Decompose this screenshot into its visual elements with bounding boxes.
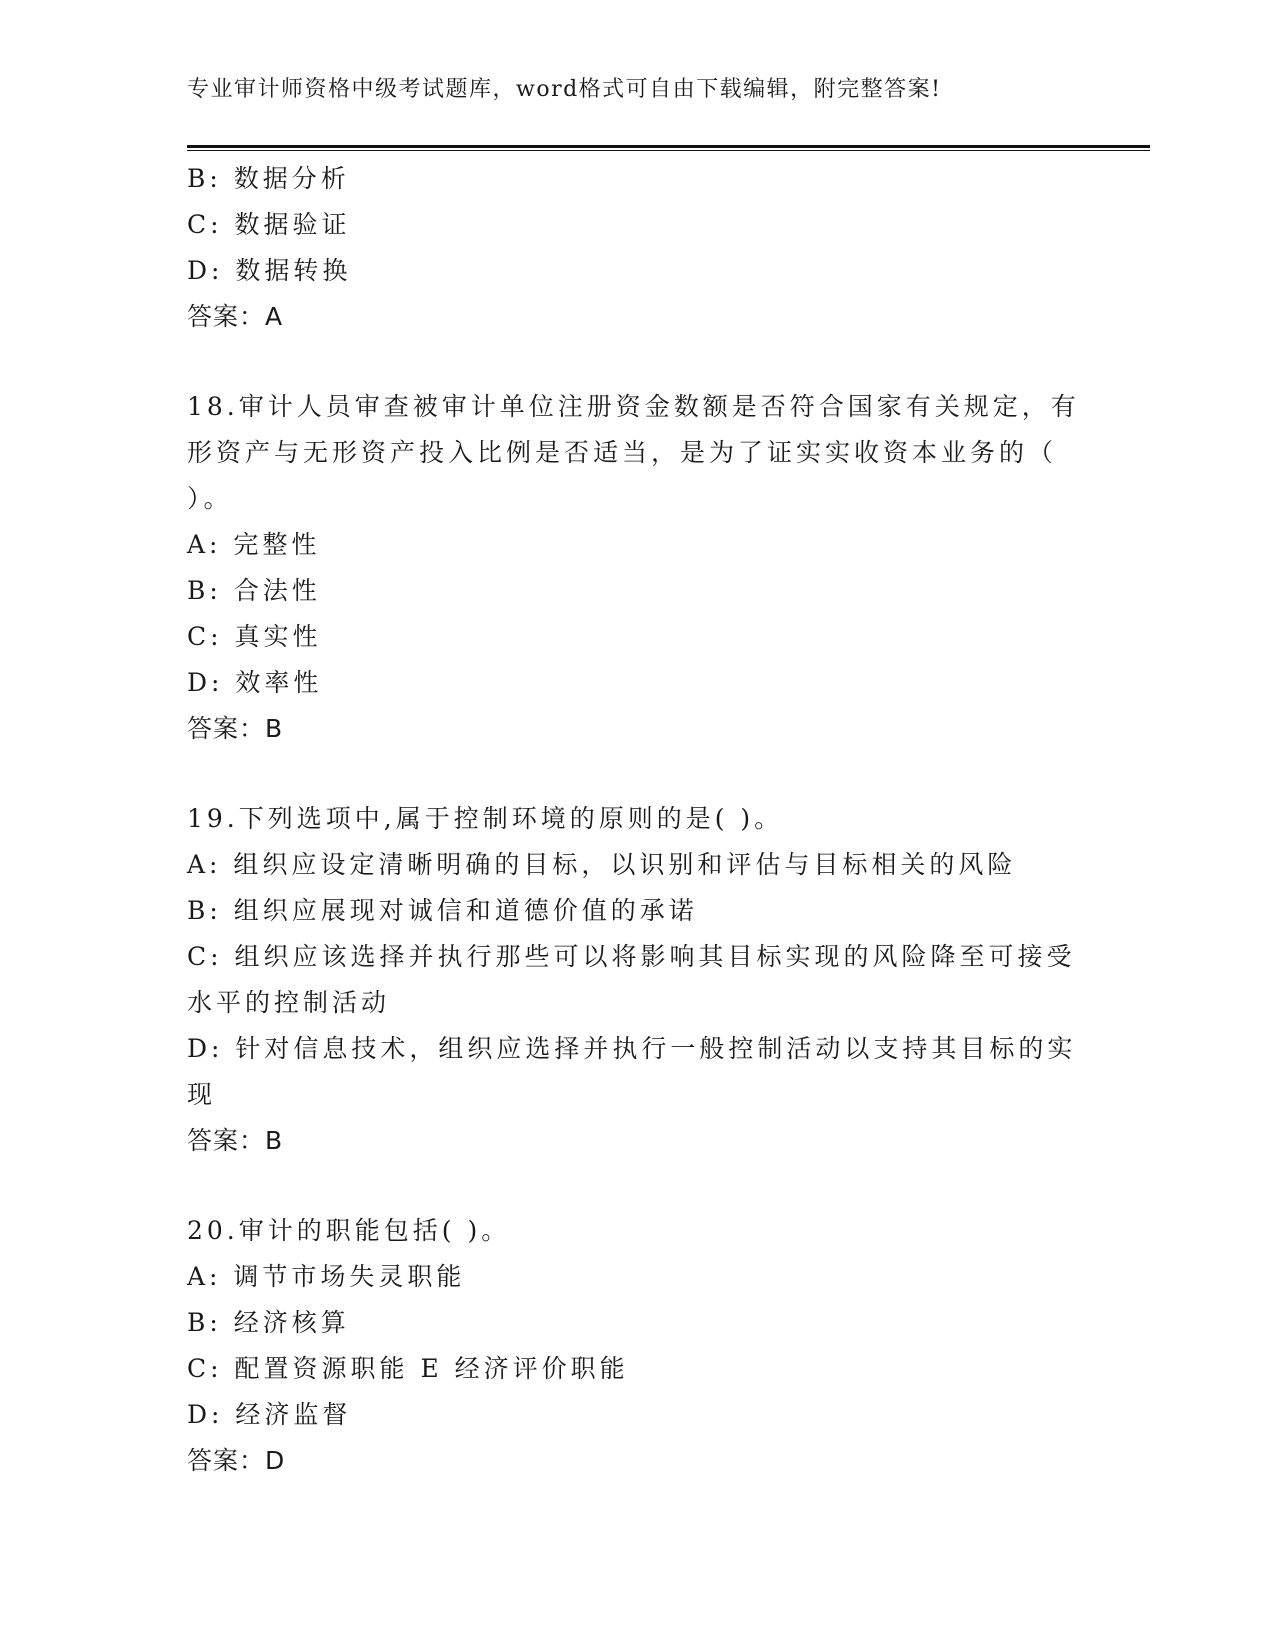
question-20 xyxy=(187,1208,1067,1484)
option-c: C: 组织应该选择并执行那些可以将影响其目标实现的风险降至可接受 xyxy=(187,942,1076,971)
option-c-continued: 水平的控制活动 xyxy=(187,988,391,1017)
question-stem: 形资产与无形资产投入比例是否适当，是为了证实实收资本业务的（ xyxy=(187,438,1058,467)
option-d: D: 针对信息技术，组织应选择并执行一般控制活动以支持其目标的实 xyxy=(187,1034,1077,1063)
option-d-continued: 现 xyxy=(187,1080,217,1109)
page-header: 专业审计师资格中级考试题库，word格式可自由下载编辑，附完整答案! xyxy=(187,77,942,102)
option-b: B: 合法性 xyxy=(187,576,321,605)
answer-label: 答案：B xyxy=(187,1126,284,1155)
option-d: D: 效率性 xyxy=(187,668,323,697)
option-a: A: 完整性 xyxy=(187,530,321,559)
option-b: B: 经济核算 xyxy=(187,1308,350,1337)
option-c: C: 配置资源职能 E 经济评价职能 xyxy=(187,1354,629,1383)
header-rule-thick xyxy=(187,145,1150,148)
question-17-tail xyxy=(187,156,1067,340)
option-b: B: 组织应展现对诚信和道德价值的承诺 xyxy=(187,896,698,925)
option-b: B: 数据分析 xyxy=(187,164,350,193)
question-19 xyxy=(187,796,1077,1164)
answer-label: 答案：B xyxy=(187,714,284,743)
question-stem: ）。 xyxy=(187,484,233,513)
question-18 xyxy=(187,384,1080,752)
option-c: C: 真实性 xyxy=(187,622,322,651)
option-c: C: 数据验证 xyxy=(187,210,351,239)
header-rule-thin xyxy=(187,150,1150,151)
question-stem: 19.下列选项中,属于控制环境的原则的是( )。 xyxy=(187,804,784,833)
answer-label: 答案：A xyxy=(187,302,284,331)
question-stem: 20.审计的职能包括( )。 xyxy=(187,1216,511,1245)
question-stem: 18.审计人员审查被审计单位注册资金数额是否符合国家有关规定，有 xyxy=(187,392,1080,421)
option-d: D: 经济监督 xyxy=(187,1400,352,1429)
question-content xyxy=(187,156,1080,1484)
option-d: D: 数据转换 xyxy=(187,256,352,285)
answer-label: 答案：D xyxy=(187,1446,286,1475)
option-a: A: 组织应设定清晰明确的目标，以识别和评估与目标相关的风险 xyxy=(187,850,1017,879)
option-a: A: 调节市场失灵职能 xyxy=(187,1262,466,1291)
